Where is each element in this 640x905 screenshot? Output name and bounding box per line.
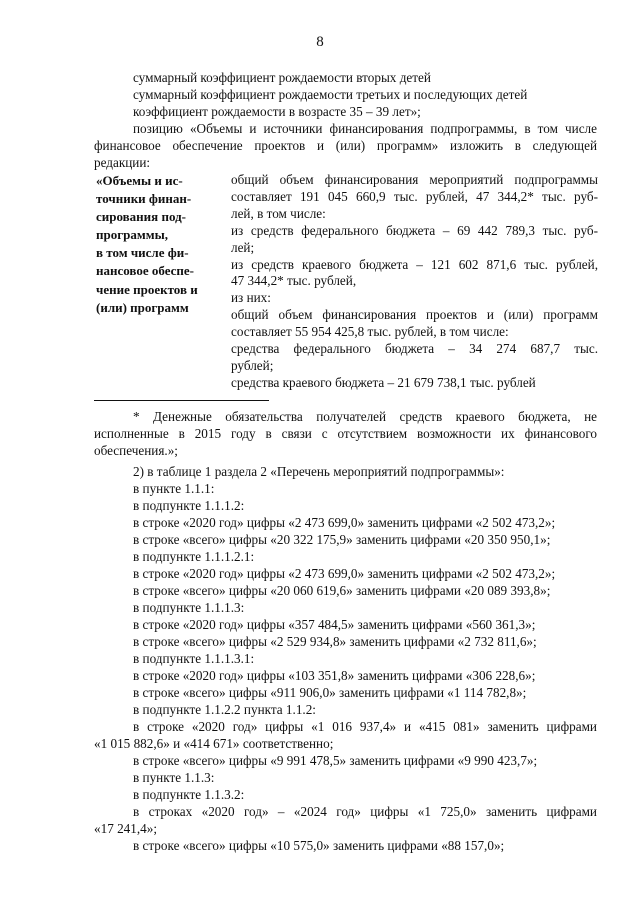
- table-right-line: составляет 191 045 660,9 тыс. рублей, 47 344,2* тыс. руб-: [231, 188, 598, 204]
- body-para-line: в строках «2020 год» – «2024 год» цифры «1 725,0» заменить цифрами: [133, 804, 597, 819]
- body-line: в строке «всего» цифры «9 991 478,5» заменить цифрами «9 990 423,7»;: [133, 753, 538, 768]
- table-right-line: из них:: [231, 290, 271, 306]
- body-line: в строке «всего» цифры «20 060 619,6» заменить цифрами «20 089 393,8»;: [133, 583, 551, 598]
- body-line: в подпункте 1.1.2.2 пункта 1.1.2:: [133, 702, 316, 717]
- table-right-line: средства краевого бюджета – 21 679 738,1 тыс. рублей: [231, 374, 536, 390]
- body-line: в строке «2020 год» цифры «2 473 699,0» заменить цифрами «2 502 473,2»;: [133, 515, 556, 530]
- table-left-line: нансовое обеспе-: [96, 263, 194, 279]
- body-line: в подпункте 1.1.1.3.1:: [133, 651, 255, 666]
- body-para-line: «1 015 882,6» и «414 671» соответственно;: [94, 736, 334, 751]
- body-line: в подпункте 1.1.1.2:: [133, 498, 245, 513]
- body-para-line: в строке «2020 год» цифры «1 016 937,4» и «415 081» заменить цифрами: [133, 719, 597, 734]
- table-left-cell: [96, 172, 206, 317]
- body-line: в пункте 1.1.1:: [133, 481, 215, 496]
- table-left-line: чение проектов и: [96, 281, 198, 297]
- body-line: в подпункте 1.1.1.2.1:: [133, 549, 255, 564]
- table-right-line: составляет 55 954 425,8 тыс. рублей, в том числе:: [231, 324, 509, 340]
- table-left-line: точники финан-: [96, 191, 192, 207]
- table-right-line: общий объем финансирования проектов и (или) программ: [231, 307, 598, 323]
- footnote-line: исполненные в 2015 году в связи с отсутствием возможности их финансового: [94, 426, 597, 441]
- body-line: в строке «всего» цифры «10 575,0» заменить цифрами «88 157,0»;: [133, 838, 505, 853]
- top-line: суммарный коэффициент рождаемости третьих и последующих детей: [133, 87, 528, 102]
- table-right-line: рублей;: [231, 357, 274, 373]
- body-para-line: «17 241,4»;: [94, 821, 158, 836]
- table-left-line: сирования под-: [96, 209, 186, 225]
- table-right-line: из средств краевого бюджета – 121 602 871,6 тыс. рублей,: [231, 256, 598, 272]
- table-left-line: программы,: [96, 227, 168, 243]
- footnote-line: обеспечения.»;: [94, 443, 178, 458]
- footnote-line: * Денежные обязательства получателей средств краевого бюджета, не: [133, 409, 597, 424]
- table-right-line: общий объем финансирования мероприятий подпрограммы: [231, 172, 598, 187]
- top-line: суммарный коэффициент рождаемости вторых детей: [133, 70, 431, 85]
- table-right-line: средства федерального бюджета – 34 274 687,7 тыс.: [231, 341, 598, 357]
- footnote-separator: [94, 400, 269, 401]
- position-para-line: позицию «Объемы и источники финансирования подпрограммы, в том числе: [133, 121, 597, 136]
- body-line: в подпункте 1.1.3.2:: [133, 787, 245, 802]
- table-left-line: в том числе фи-: [96, 245, 189, 261]
- body-line: в строке «всего» цифры «911 906,0» заменить цифрами «1 114 782,8»;: [133, 685, 527, 700]
- table-right-cell: [231, 172, 598, 392]
- body-line: в строке «2020 год» цифры «357 484,5» заменить цифрами «560 361,3»;: [133, 617, 536, 632]
- position-para-line: редакции:: [94, 155, 151, 170]
- table-right-line: из средств федерального бюджета – 69 442 789,3 тыс. руб-: [231, 222, 598, 238]
- body-line: в пункте 1.1.3:: [133, 770, 215, 785]
- body-line: в подпункте 1.1.1.3:: [133, 600, 245, 615]
- body-line: в строке «2020 год» цифры «2 473 699,0» заменить цифрами «2 502 473,2»;: [133, 566, 556, 581]
- body-line: в строке «всего» цифры «2 529 934,8» заменить цифрами «2 732 811,6»;: [133, 634, 537, 649]
- body-line: в строке «2020 год» цифры «103 351,8» заменить цифрами «306 228,6»;: [133, 668, 536, 683]
- position-para-line: финансовое обеспечение проектов и (или) программ» изложить в следующей: [94, 138, 597, 153]
- table-right-line: лей;: [231, 239, 255, 255]
- table-left-line: «Объемы и ис-: [96, 173, 183, 188]
- body-line: в строке «всего» цифры «20 322 175,9» заменить цифрами «20 350 950,1»;: [133, 532, 551, 547]
- table-right-line: лей, в том числе:: [231, 205, 326, 221]
- table-right-line: 47 344,2* тыс. рублей,: [231, 273, 357, 289]
- table-left-line: (или) программ: [96, 299, 189, 315]
- body-line: 2) в таблице 1 раздела 2 «Перечень мероприятий подпрограммы»:: [133, 464, 505, 479]
- page-number: 8: [316, 34, 324, 50]
- top-line: коэффициент рождаемости в возрасте 35 – 39 лет»;: [133, 104, 421, 119]
